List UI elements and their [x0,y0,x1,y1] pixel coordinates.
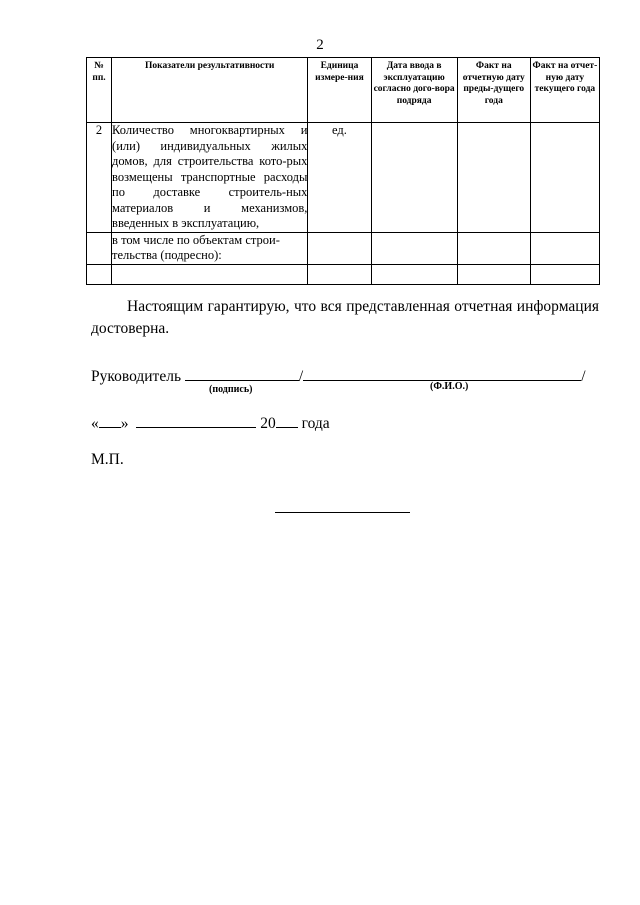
empty-cell [530,264,599,284]
empty-cell [457,264,530,284]
row-fact-previous-cell [457,232,530,264]
full-name-blank[interactable] [303,366,581,381]
empty-cell [308,264,371,284]
row-fact-current-cell [530,232,599,264]
table-row [87,123,600,233]
header-fact-current-year: Факт на отчет-ную дату текущего года [530,58,599,123]
date-line [91,413,330,433]
date-close-quote: » [120,415,129,432]
row-fact-current-cell [530,123,599,233]
guarantee-statement: Настоящим гарантирую, что вся представленная отчетная информация достоверна. [91,298,599,337]
row-commission-date-cell [371,123,457,233]
header-number: № пп. [87,58,112,123]
header-fact-previous-year: Факт на отчетную дату преды-дущего года [457,58,530,123]
signer-role: Руководитель [91,368,182,385]
year-blank[interactable] [276,413,298,428]
row-indicator: в том числе по объектам строи-тельства (подресно): [112,232,308,264]
row-number [87,232,112,264]
row-indicator: Количество многоквартирных и (или) индивидуальных жилых домов, для строительства кото-рых возмещены транспортные расходы по доставке строитель-ных материалов и механизмов, введенных в эксплуатацию, [112,123,308,230]
row-number: 2 [87,123,112,233]
date-open-quote: « [91,415,99,432]
row-fact-previous-cell [457,123,530,233]
table-row-empty [87,264,600,284]
empty-cell [112,264,308,284]
empty-cell [87,264,112,284]
signature-blank[interactable] [185,366,299,381]
header-unit: Единица измере-ния [308,58,371,123]
row-commission-date-cell [371,232,457,264]
stamp-place: М.П. [91,451,124,468]
header-commission-date: Дата ввода в эксплуатацию согласно дого-вора подряда [371,58,457,123]
empty-cell [371,264,457,284]
day-blank[interactable] [99,413,121,428]
year-suffix: года [301,415,330,432]
full-name-caption: (Ф.И.О.) [430,381,469,392]
indicators-table [86,57,600,285]
end-divider [275,512,410,513]
row-unit: ед. [308,123,371,233]
signature-line [91,366,601,386]
month-blank[interactable] [136,413,256,428]
year-prefix: 20 [260,415,276,432]
table-header-row [87,58,600,123]
signature-separator: / [298,368,304,385]
table-row [87,232,600,264]
signature-caption: (подпись) [209,384,253,395]
row-unit [308,232,371,264]
signature-closing-slash: / [581,368,586,385]
page-number: 2 [316,37,324,53]
header-indicator: Показатели результативности [112,58,308,123]
